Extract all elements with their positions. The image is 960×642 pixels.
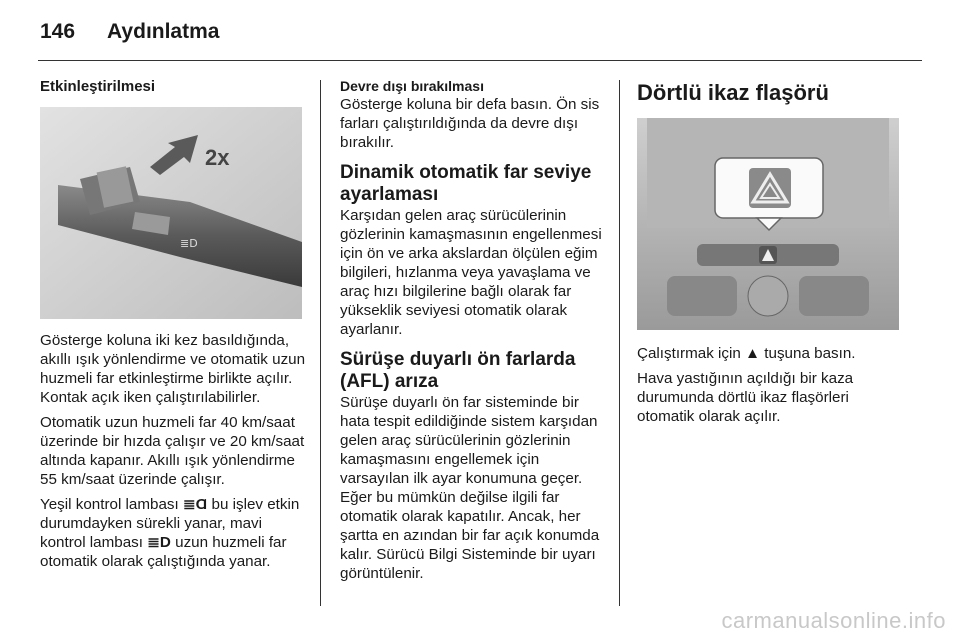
watermark: carmanualsonline.info — [721, 608, 946, 633]
figure-label-2x: 2x — [205, 145, 230, 170]
section-heading: Dörtlü ikaz flaşörü — [637, 80, 829, 105]
paragraph: Hava yastığının açıldığı bir kaza durumunda dörtlü ikaz flaşörleri otomatik olarak açılır. — [637, 370, 854, 425]
paragraph: Yeşil kontrol lambası ≣Ɑ bu işlev etkin durumdayken sürekli yanar, mavi kontrol lambası ≣D uzun huzmeli far otomatik olarak çalıştığında yanar. — [40, 496, 300, 570]
subsection-heading: Devre dışı bırakılması — [340, 78, 484, 94]
section-heading: Sürüşe duyarlı ön farlarda (AFL) arıza — [340, 349, 576, 392]
paragraph: Gösterge koluna iki kez basıldığında, akıllı ışık yönlendirme ve otomatik uzun huzmeli far etkinleştirme birlikte açılır. Kontak açık iken çalıştırılabilirler. — [40, 332, 306, 406]
hazard-switch-figure — [637, 118, 899, 330]
header-rule — [38, 60, 922, 61]
column-1 — [40, 78, 308, 577]
page-header — [40, 20, 219, 44]
paragraph: Karşıdan gelen araç sürücülerinin gözlerinin kamaşmasının engellenmesi için ön ve arka akslardan ölçülen eğim bilgileri, hızlanma veya yavaşlama ve araç hızı bilgilerine bağlı olarak far yükseklik seviyesi otomatik olarak ayarlanır. — [340, 207, 602, 338]
paragraph: Çalıştırmak için ▲ tuşuna basın. — [637, 345, 856, 362]
page-number: 146 — [40, 20, 76, 43]
high-beam-indicator-icon: ≣D — [147, 534, 171, 551]
section-heading: Dinamik otomatik far seviye ayarlaması — [340, 162, 592, 205]
column-divider — [619, 80, 620, 606]
paragraph: Otomatik uzun huzmeli far 40 km/saat üzerinde bir hızda çalışır ve 20 km/saat altında kapanır. Akıllı ışık yönlendirme 55 km/saat üzerinde çalışır. — [40, 414, 305, 488]
column-3 — [637, 78, 899, 432]
column-2 — [340, 78, 604, 589]
paragraph: Sürüşe duyarlı ön far sisteminde bir hata tespit edildiğinde sistem karşıdan gelen araç sürücülerinin gözlerinin kamaşmasını engellemek için varsayılan ilk ayar konumuna geçer. Eğer bu mümkün değilse ilgili far otomatik olarak kapatılır. Ancak, her şartta en azından bir far açık konumda kalır. Sürücü Bilgi Sisteminde bir uyarı görüntülenir. — [340, 394, 600, 582]
svg-text:≣D: ≣D — [180, 237, 198, 250]
hazard-icon: ▲ — [745, 345, 761, 362]
paragraph: Gösterge koluna bir defa basın. Ön sis farları çalıştırıldığında da devre dışı bırakılır. — [340, 96, 600, 151]
indicator-stalk-figure — [40, 107, 302, 319]
auto-light-indicator-icon: ≣Ɑ — [182, 496, 208, 513]
section-heading: Etkinleştirilmesi — [40, 78, 156, 95]
page-title: Aydınlatma — [107, 20, 220, 43]
column-divider — [320, 80, 321, 606]
